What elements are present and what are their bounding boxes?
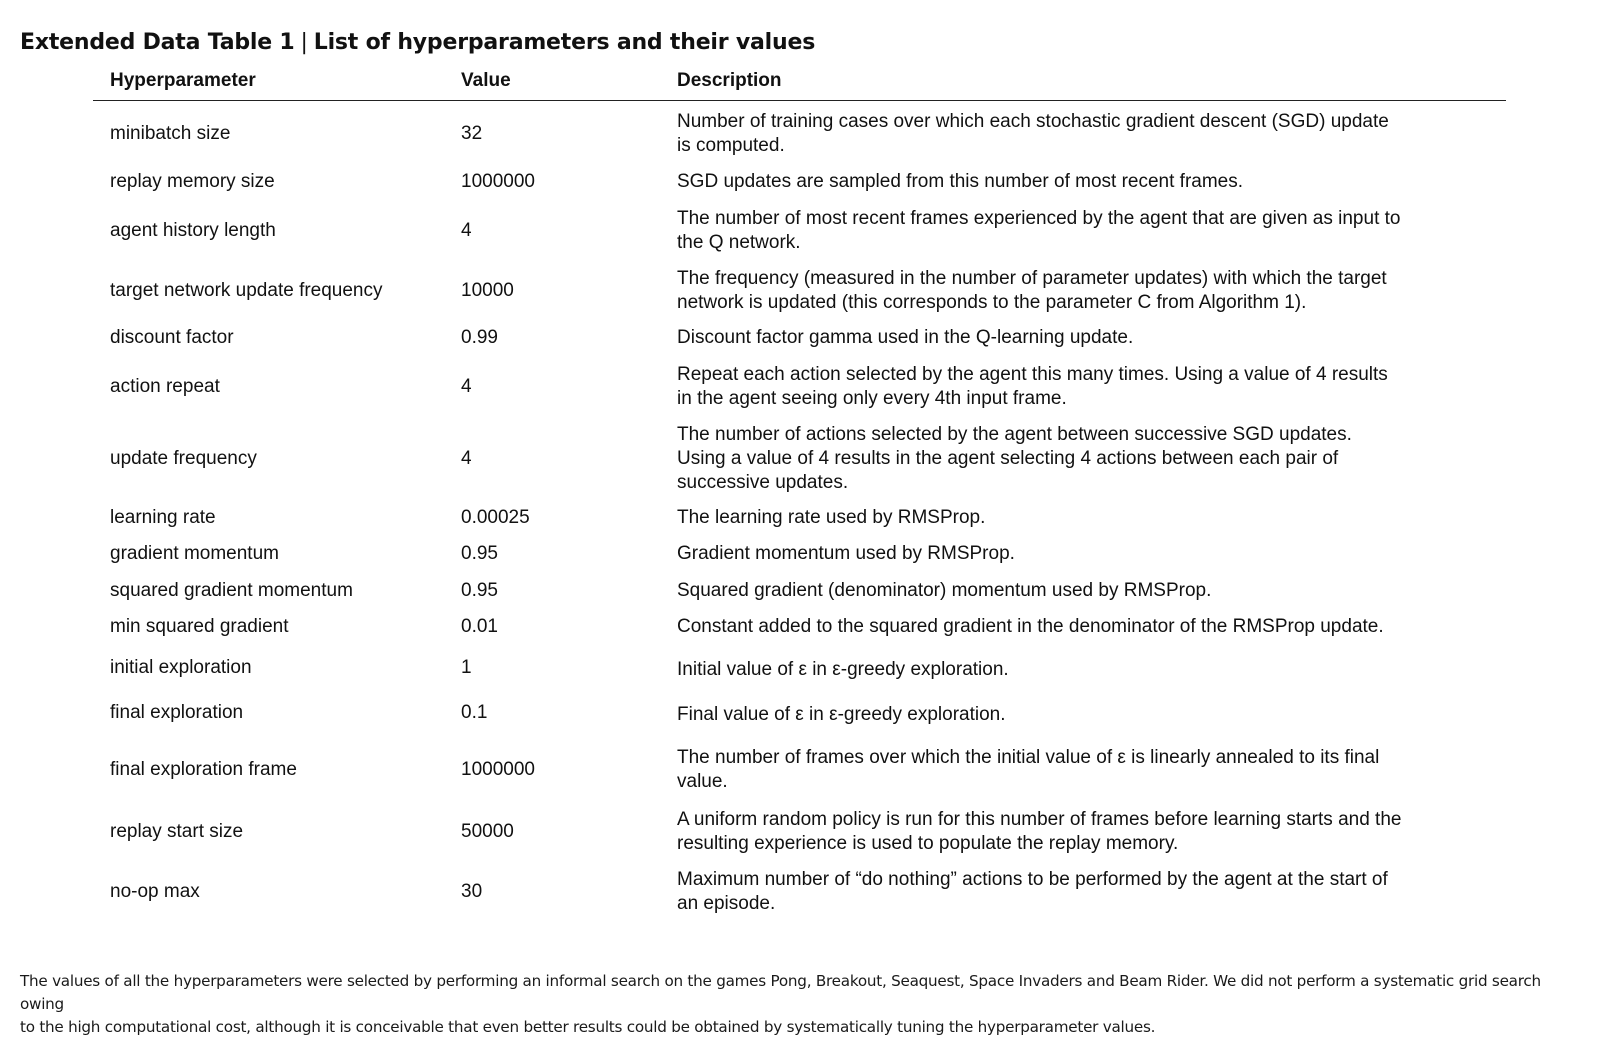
param-description: The frequency (measured in the number of parameter updates) with which the target network is updated (this corresponds to the parameter C from Algorithm 1). <box>677 268 1387 313</box>
header-description: Description <box>677 70 782 91</box>
table-row <box>93 746 1506 794</box>
param-name: replay start size <box>110 821 244 842</box>
param-name: final exploration <box>110 702 244 723</box>
param-value: 0.1 <box>461 702 488 723</box>
header-hyperparameter: Hyperparameter <box>110 70 256 91</box>
param-name: action repeat <box>110 376 220 397</box>
param-name: squared gradient momentum <box>110 580 353 601</box>
table-row <box>93 808 1506 856</box>
param-name: learning rate <box>110 507 216 528</box>
param-value: 1 <box>461 657 472 678</box>
param-description: A uniform random policy is run for this number of frames before learning starts and the resulting experience is used to populate the replay memory. <box>677 809 1402 854</box>
table-row <box>93 170 1506 194</box>
param-name: min squared gradient <box>110 616 289 637</box>
param-description: Gradient momentum used by RMSProp. <box>677 543 1015 564</box>
table-row <box>93 868 1506 916</box>
param-value: 0.95 <box>461 543 498 564</box>
table-header <box>93 66 1506 101</box>
param-description: The number of frames over which the initial value of ε is linearly annealed to its final value. <box>677 747 1380 792</box>
param-value: 0.95 <box>461 580 498 601</box>
param-name: no-op max <box>110 881 200 902</box>
table-row <box>93 363 1506 411</box>
table-footnote: The values of all the hyperparameters were selected by performing an informal search on the games Pong, Breakout, Seaquest, Space Invaders and Beam Rider. We did not perform a systematic grid search owing to the high computational cost, although it is conceivable that even better results could be obtained by systematically tuning the hyperparameter values. <box>20 972 1541 1036</box>
param-value: 50000 <box>461 821 514 842</box>
table-title <box>20 30 815 55</box>
param-description: Initial value of ε in ε-greedy exploration. <box>677 659 1009 680</box>
param-description: Final value of ε in ε-greedy exploration. <box>677 704 1006 725</box>
param-description: SGD updates are sampled from this number of most recent frames. <box>677 171 1244 192</box>
table-row <box>93 542 1506 566</box>
param-value: 4 <box>461 376 472 397</box>
table-title-text: List of hyperparameters and their values <box>313 30 816 55</box>
param-value: 1000000 <box>461 171 535 192</box>
param-description: Constant added to the squared gradient in the denominator of the RMSProp update. <box>677 616 1384 637</box>
header-value: Value <box>461 70 511 91</box>
param-description: Number of training cases over which each stochastic gradient descent (SGD) update is computed. <box>677 111 1389 156</box>
param-description: The number of most recent frames experienced by the agent that are given as input to the Q network. <box>677 208 1401 253</box>
table-row <box>93 267 1506 315</box>
table-row <box>93 701 1506 725</box>
table-row <box>93 326 1506 350</box>
param-description: Discount factor gamma used in the Q-learning update. <box>677 327 1134 348</box>
param-name: final exploration frame <box>110 759 297 780</box>
param-name: agent history length <box>110 220 276 241</box>
param-value: 0.99 <box>461 327 498 348</box>
param-value: 30 <box>461 881 483 902</box>
param-name: replay memory size <box>110 171 275 192</box>
param-value: 10000 <box>461 280 514 301</box>
param-description: Maximum number of “do nothing” actions to be performed by the agent at the start of an episode. <box>677 869 1388 914</box>
param-name: gradient momentum <box>110 543 279 564</box>
param-value: 0.00025 <box>461 507 530 528</box>
param-value: 4 <box>461 220 472 241</box>
param-value: 1000000 <box>461 759 535 780</box>
title-separator: | <box>300 30 308 55</box>
param-name: update frequency <box>110 448 257 469</box>
param-value: 32 <box>461 123 483 144</box>
param-description: Squared gradient (denominator) momentum used by RMSProp. <box>677 580 1212 601</box>
table-row <box>93 506 1506 530</box>
param-name: minibatch size <box>110 123 231 144</box>
param-value: 4 <box>461 448 472 469</box>
param-description: The learning rate used by RMSProp. <box>677 507 986 528</box>
param-name: target network update frequency <box>110 280 383 301</box>
table-row <box>93 579 1506 603</box>
table-row <box>93 207 1506 255</box>
table-title-label: Extended Data Table 1 <box>20 30 295 55</box>
table-row <box>93 656 1506 680</box>
table-row <box>93 615 1506 639</box>
table-row <box>93 423 1506 495</box>
param-description: Repeat each action selected by the agent this many times. Using a value of 4 results in the agent seeing only every 4th input frame. <box>677 364 1388 409</box>
hyperparameter-table <box>93 66 1506 914</box>
table-row <box>93 110 1506 158</box>
param-name: initial exploration <box>110 657 252 678</box>
param-description: The number of actions selected by the agent between successive SGD updates. Using a value of 4 results in the agent selecting 4 actions between each pair of successive updates. <box>677 424 1352 493</box>
param-value: 0.01 <box>461 616 498 637</box>
param-name: discount factor <box>110 327 234 348</box>
